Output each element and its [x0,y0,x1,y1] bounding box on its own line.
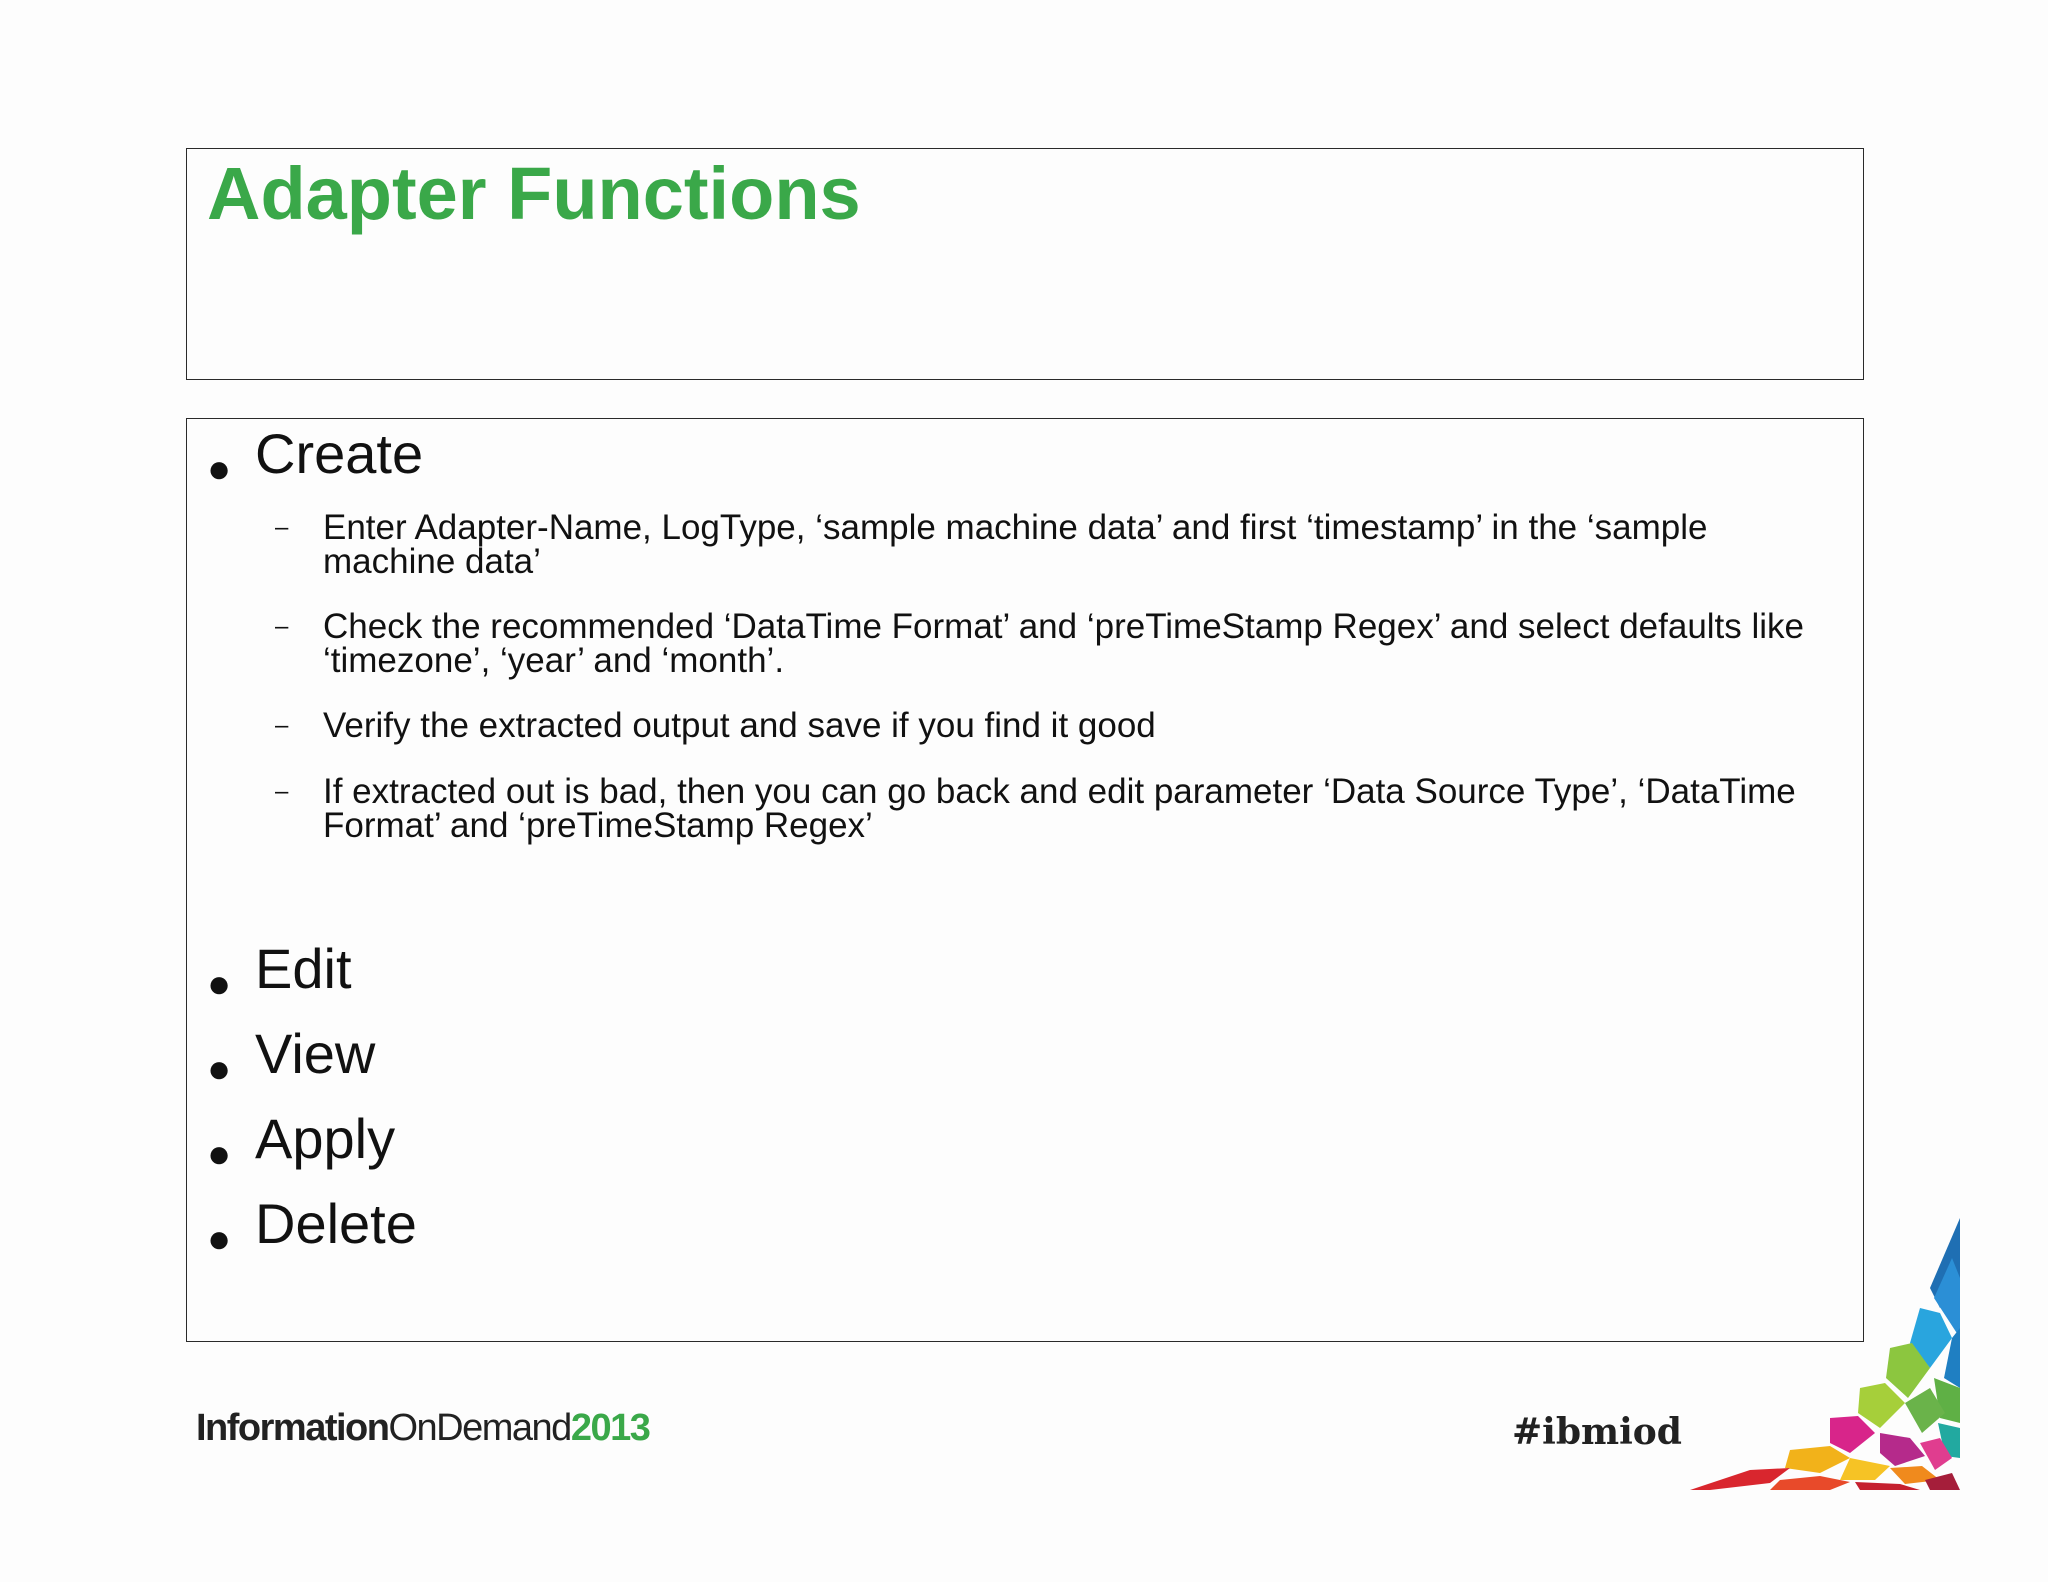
sub-item-text: Enter Adapter-Name, LogType, ‘sample machine data’ and first ‘timestamp’ in the ‘sample machine data’ [323,508,1708,581]
footer-brand [196,1404,649,1452]
dash-icon: – [275,514,289,541]
sub-item-text: Verify the extracted output and save if you find it good [323,706,1156,745]
bullet-label: Apply [255,1107,396,1170]
bullet-icon: ● [207,962,232,1006]
dash-icon: – [275,778,289,805]
bullet-icon: ● [207,1132,232,1176]
slide-title: Adapter Functions [207,152,861,235]
bullet-label: Create [255,422,424,485]
sub-item-text: Check the recommended ‘DataTime Format’ and ‘preTimeStamp Regex’ and select defaults like ‘timezone’, ‘year’ and ‘month’. [323,607,1805,680]
bullet-label: Delete [255,1192,417,1255]
brand-part-information: Information [196,1407,389,1449]
bullet-icon: ● [207,447,232,491]
bullet-label: Edit [255,937,352,1000]
brand-part-ondemand: OnDemand [388,1407,571,1449]
content-box [186,418,1864,1342]
brand-part-year: 2013 [570,1407,650,1449]
dash-icon: – [275,613,289,640]
hashtag: #ibmiod [1512,1411,1682,1453]
bullet-icon: ● [207,1217,232,1261]
bullet-label: View [255,1022,376,1085]
dash-icon: – [275,712,289,739]
sub-item-text: If extracted out is bad, then you can go back and edit parameter ‘Data Source Type’, ‘DataTime Format’ and ‘preTimeStamp Regex’ [323,772,1796,845]
bullet-icon: ● [207,1047,232,1091]
title-box [186,148,1864,380]
ibm-iod-logo-icon [1690,1218,1960,1490]
